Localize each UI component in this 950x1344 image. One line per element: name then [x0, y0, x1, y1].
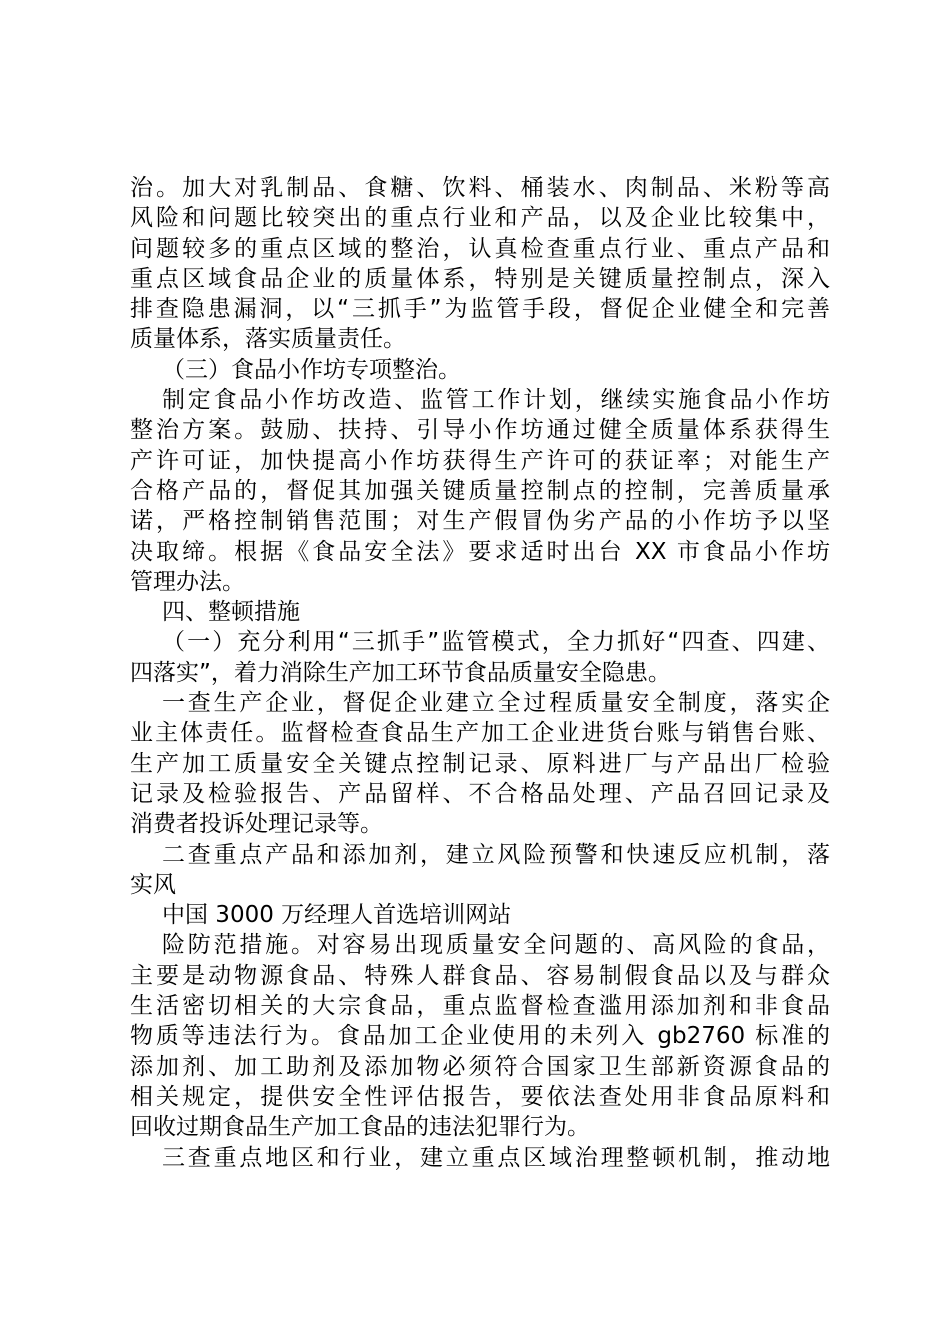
text-line-28: 生活密切相关的大宗食品，重点监督检查滥用添加剂和非食品 [130, 993, 830, 1020]
text-line-22: 消费者投诉处理记录等。 [130, 811, 383, 838]
section-heading-3: （三）食品小作坊专项整治。 [162, 356, 461, 383]
document-body [130, 173, 830, 1173]
text-line-23: 二查重点产品和添加剂，建立风险预警和快速反应机制，落 [162, 841, 830, 868]
text-line-26: 险防范措施。对容易出现质量安全问题的、高风险的食品， [162, 932, 830, 959]
text-line-17: 四落实”，着力消除生产加工环节食品质量安全隐患。 [130, 659, 671, 686]
text-line-1: 治。加大对乳制品、食糖、饮料、桶装水、肉制品、米粉等高 [130, 175, 830, 201]
text-line-27: 主要是动物源食品、特殊人群食品、容易制假食品以及与群众 [130, 962, 830, 989]
watermark-line: 中国 3000 万经理人首选培训网站 [162, 902, 512, 929]
text-line-4: 重点区域食品企业的质量体系，特别是关键质量控制点，深入 [130, 265, 830, 292]
text-line-11: 合格产品的，督促其加强关键质量控制点的控制，完善质量承 [130, 477, 830, 504]
text-line-19: 业主体责任。监督检查食品生产加工企业进货台账与销售台账、 [130, 720, 830, 747]
text-line-14: 管理办法。 [130, 568, 245, 595]
text-line-16: （一）充分利用“三抓手”监管模式，全力抓好“四查、四建、 [162, 629, 830, 656]
text-line-6: 质量体系，落实质量责任。 [130, 326, 406, 353]
text-line-31: 相关规定，提供安全性评估报告，要依法查处用非食品原料和 [130, 1083, 830, 1110]
text-line-13: 决取缔。根据《食品安全法》要求适时出台 XX 市食品小作坊 [130, 538, 830, 565]
text-line-3: 问题较多的重点区域的整治，认真检查重点行业、重点产品和 [130, 235, 830, 262]
text-line-8: 制定食品小作坊改造、监管工作计划，继续实施食品小作坊 [162, 387, 830, 414]
text-line-10: 产许可证，加快提高小作坊获得生产许可的获证率；对能生产 [130, 447, 830, 474]
text-line-24: 实风 [130, 871, 176, 898]
text-line-33: 三查重点地区和行业，建立重点区域治理整顿机制，推动地 [162, 1144, 830, 1171]
text-line-29: 物质等违法行为。食品加工企业使用的未列入 gb2760 标准的 [130, 1023, 830, 1050]
text-line-12: 诺，严格控制销售范围；对生产假冒伪劣产品的小作坊予以坚 [130, 508, 830, 535]
text-line-21: 记录及检验报告、产品留样、不合格品处理、产品召回记录及 [130, 780, 830, 807]
text-line-32: 回收过期食品生产加工食品的违法犯罪行为。 [130, 1114, 590, 1141]
section-heading-4: 四、整顿措施 [162, 599, 300, 626]
text-line-20: 生产加工质量安全关键点控制记录、原料进厂与产品出厂检验 [130, 750, 830, 777]
text-line-9: 整治方案。鼓励、扶持、引导小作坊通过健全质量体系获得生 [130, 417, 830, 444]
text-line-5: 排查隐患漏洞，以“三抓手”为监管手段，督促企业健全和完善 [130, 296, 830, 323]
text-line-30: 添加剂、加工助剂及添加物必须符合国家卫生部新资源食品的 [130, 1053, 830, 1080]
text-line-18: 一查生产企业，督促企业建立全过程质量安全制度，落实企 [162, 690, 830, 717]
text-line-2: 风险和问题比较突出的重点行业和产品，以及企业比较集中， [130, 205, 830, 232]
